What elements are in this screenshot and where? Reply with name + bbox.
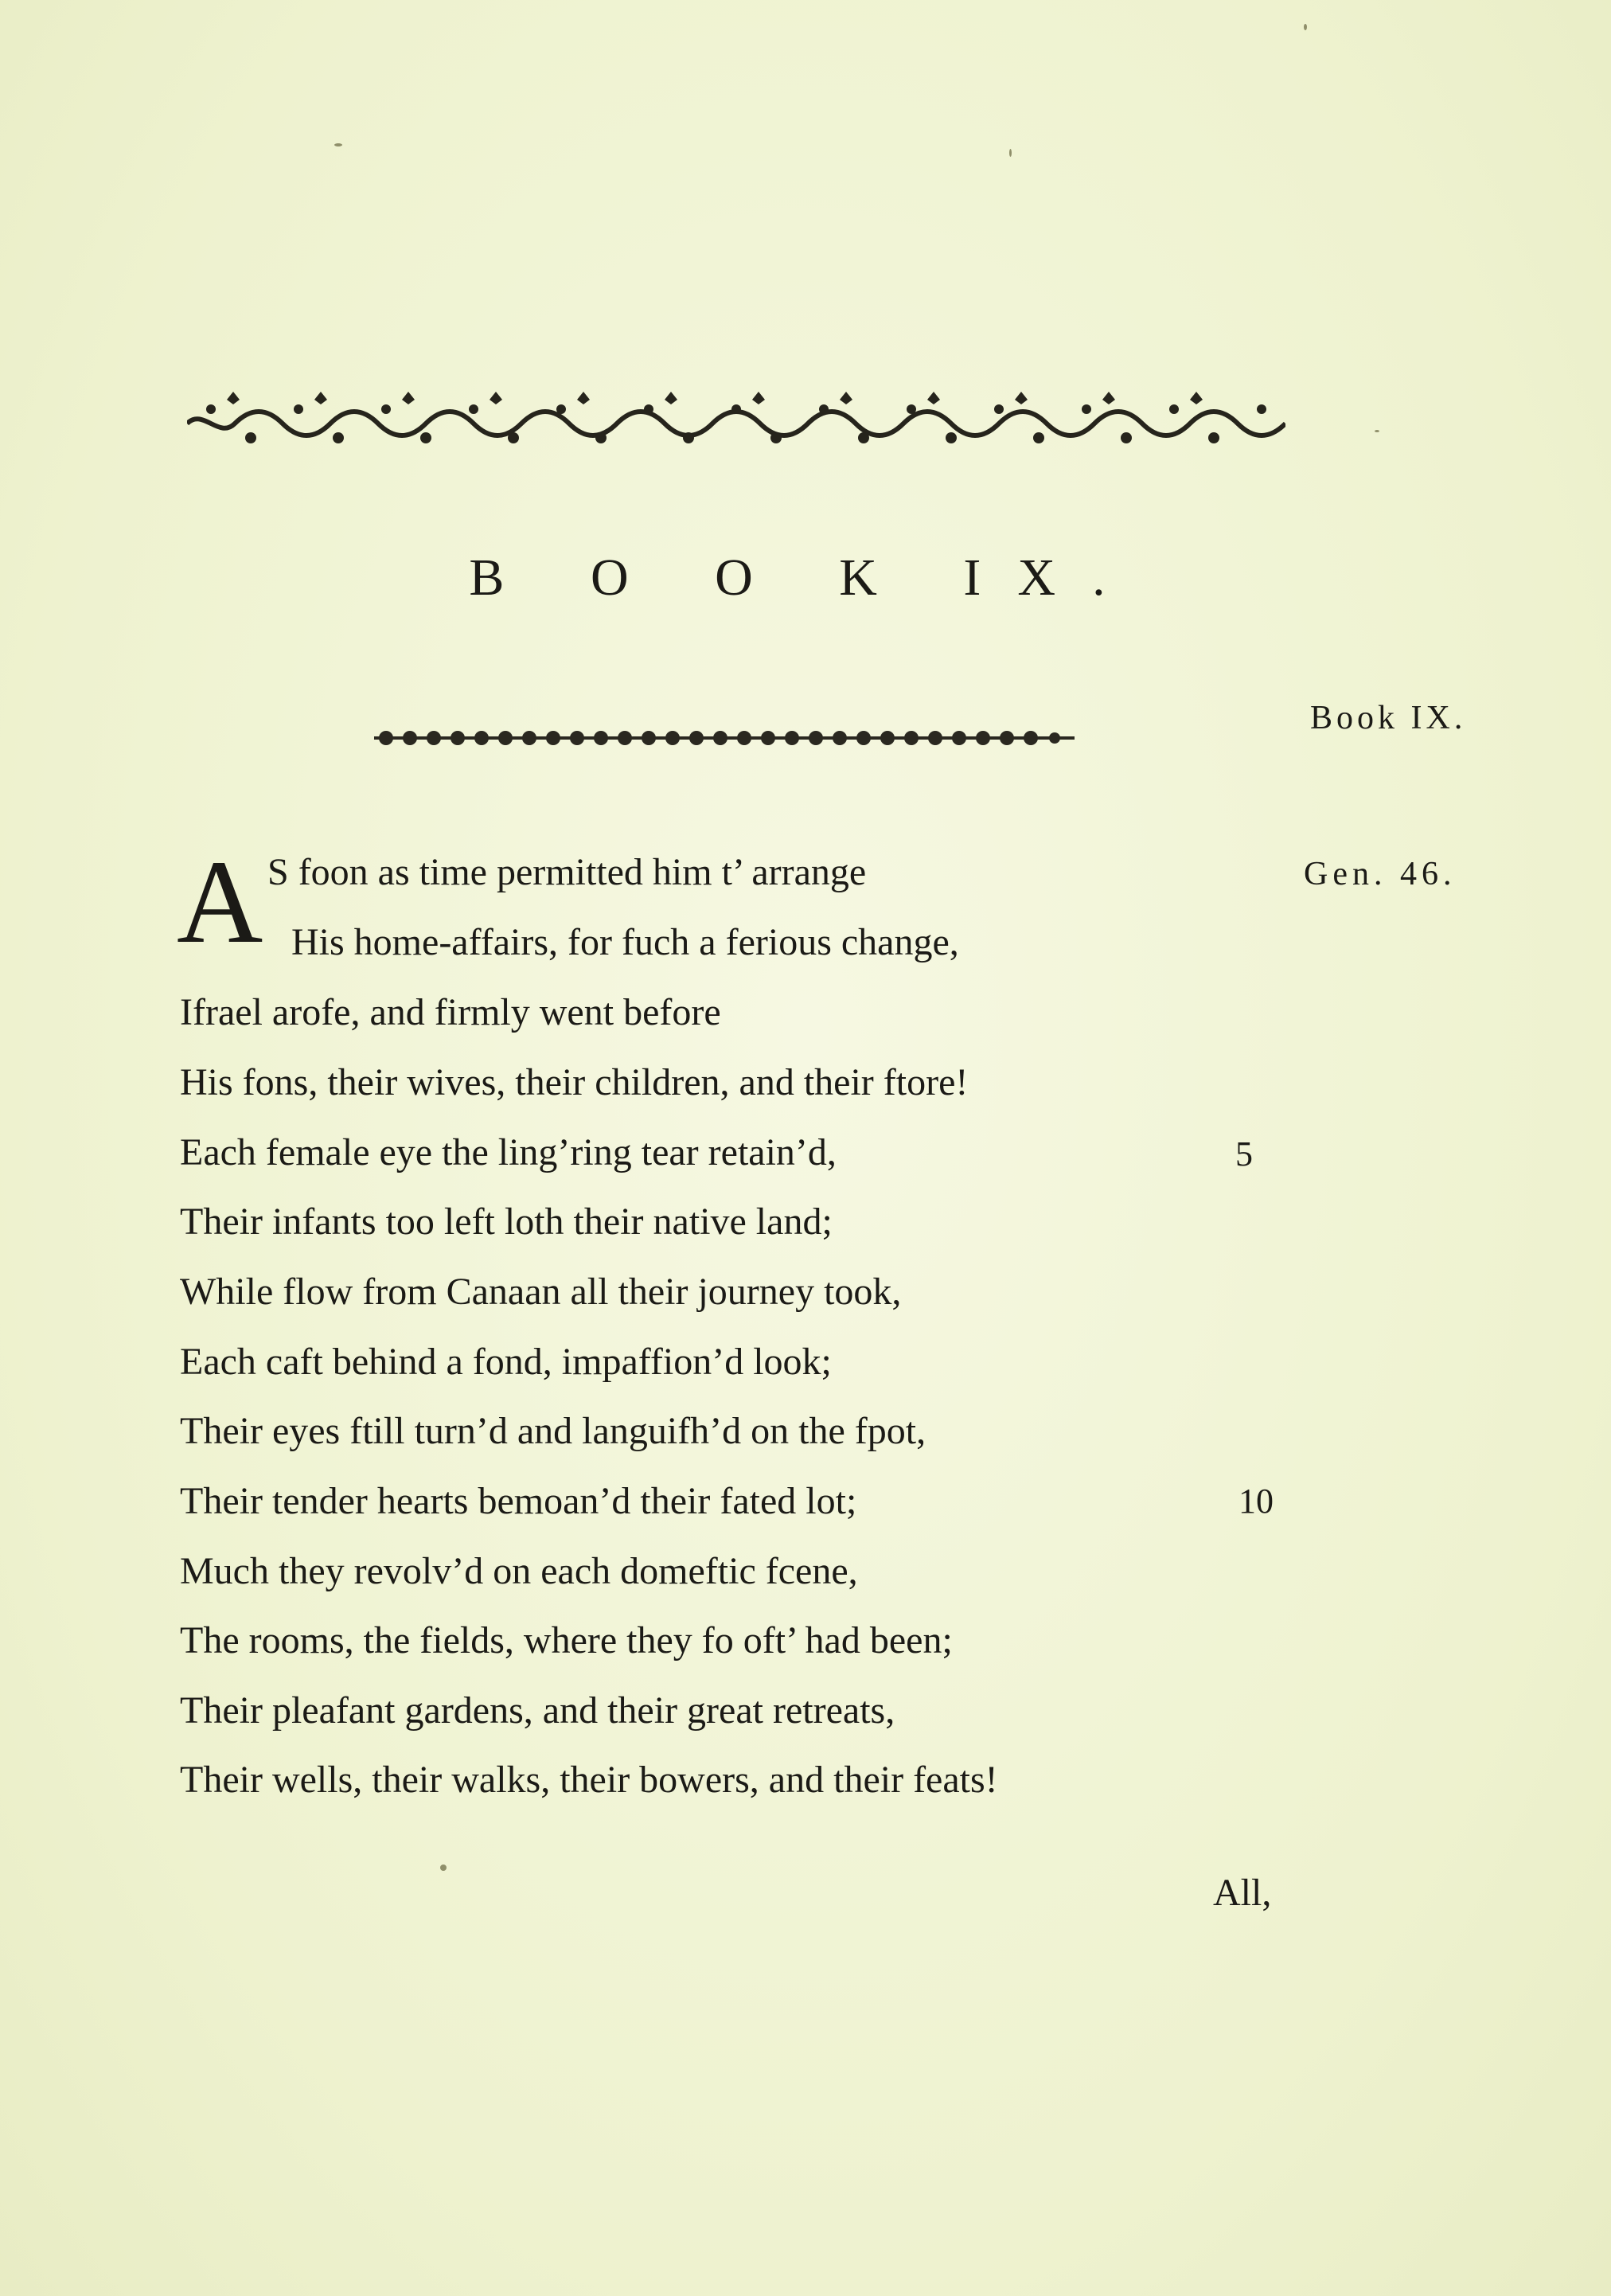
poem-line: The rooms, the fields, where they fo oft’ had been; bbox=[180, 1619, 953, 1661]
header-ornament bbox=[187, 392, 1285, 455]
poem-line: Their eyes ftill turn’d and languifh’d on the fpot, bbox=[180, 1410, 926, 1452]
poem-line: Each caft behind a fond, impaffion’d look; bbox=[180, 1341, 832, 1383]
poem-line: Ifrael arofe, and firmly went before bbox=[180, 991, 721, 1033]
poem-line: Their pleafant gardens, and their great retreats, bbox=[180, 1689, 895, 1732]
line-number: 10 bbox=[1238, 1482, 1274, 1521]
catchword: All, bbox=[1213, 1872, 1272, 1914]
line-number: 5 bbox=[1235, 1134, 1253, 1173]
poem-line: Much they revolv’d on each domeftic fcene, bbox=[180, 1550, 858, 1592]
paper-speck bbox=[1009, 149, 1012, 157]
book-heading-text: B O O K IX. bbox=[469, 549, 1142, 607]
poem-line: His home-affairs, for fuch a ferious change, bbox=[291, 921, 959, 963]
margin-reference: Gen. 46. bbox=[1304, 856, 1457, 892]
poem-line: Their wells, their walks, their bowers, and their feats! bbox=[180, 1759, 998, 1801]
paper-speck bbox=[440, 1865, 447, 1871]
drop-cap: A bbox=[177, 836, 263, 968]
poem-line: His fons, their wives, their children, and their ftore! bbox=[180, 1061, 969, 1103]
poem-line: S foon as time permitted him t’ arrange bbox=[267, 851, 867, 893]
paper-speck bbox=[1304, 24, 1307, 30]
poem-line: Their infants too left loth their native land; bbox=[180, 1201, 833, 1243]
paper-speck bbox=[334, 143, 342, 146]
poem-line: Each female eye the ling’ring tear retain’d, bbox=[180, 1131, 837, 1173]
poem-line: While flow from Canaan all their journey took, bbox=[180, 1271, 902, 1313]
poem-line: Their tender hearts bemoan’d their fated lot; bbox=[180, 1480, 857, 1522]
divider-ornament bbox=[374, 724, 1075, 752]
book-heading bbox=[0, 548, 1611, 608]
paper-speck bbox=[1375, 430, 1379, 432]
running-head: Book IX. bbox=[1310, 700, 1467, 736]
